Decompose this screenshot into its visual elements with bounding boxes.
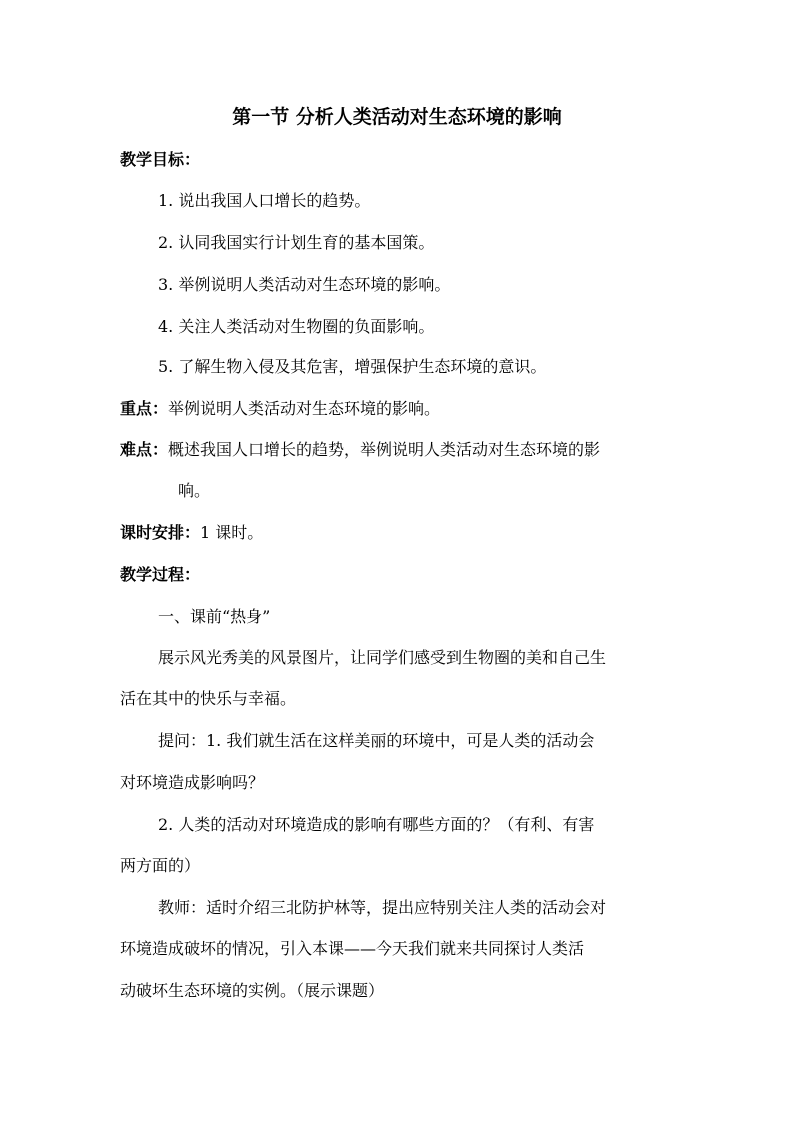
- key-point: [120, 399, 440, 419]
- paragraph-line: 2. 人类的活动对环境造成的影响有哪些方面的？（有利、有害: [158, 815, 595, 834]
- paragraph-line: 展示风光秀美的风景图片，让同学们感受到生物圈的美和自己生: [158, 648, 607, 667]
- objectives-heading: 教学目标：: [120, 150, 201, 169]
- page-title: 第一节 分析人类活动对生态环境的影响: [232, 106, 562, 128]
- schedule: [120, 523, 263, 543]
- objective-item: 4. 关注人类活动对生物圈的负面影响。: [158, 317, 435, 336]
- key-point-label: 重点：: [120, 399, 169, 418]
- process-heading: 教学过程：: [120, 565, 201, 584]
- key-point-text: 举例说明人类活动对生态环境的影响。: [168, 399, 441, 418]
- paragraph-line: 活在其中的快乐与幸福。: [120, 689, 297, 708]
- difficulty-text: 概述我国人口增长的趋势，举例说明人类活动对生态环境的影: [168, 440, 601, 459]
- objective-item: 2. 认同我国实行计划生育的基本国策。: [158, 233, 435, 252]
- schedule-label: 课时安排：: [120, 523, 201, 542]
- difficulty-text-continued: 响。: [178, 481, 211, 500]
- paragraph-line: 提问：1. 我们就生活在这样美丽的环境中，可是人类的活动会: [158, 731, 595, 750]
- paragraph-line: 对环境造成影响吗？: [120, 773, 265, 792]
- paragraph-line: 环境造成破坏的情况，引入本课——今天我们就来共同探讨人类活: [120, 939, 585, 958]
- objective-item: 3. 举例说明人类活动对生态环境的影响。: [158, 275, 451, 294]
- difficulty: [120, 440, 600, 460]
- objective-item: 1. 说出我国人口增长的趋势。: [158, 191, 371, 210]
- section-heading: 一、课前“热身”: [158, 607, 271, 626]
- difficulty-label: 难点：: [120, 440, 169, 459]
- paragraph-line: 教师：适时介绍三北防护林等，提出应特别关注人类的活动会对: [158, 898, 607, 917]
- paragraph-line: 两方面的）: [120, 856, 201, 875]
- objective-item: 5. 了解生物入侵及其危害，增强保护生态环境的意识。: [158, 357, 547, 376]
- paragraph-line: 动破坏生态环境的实例。（展示课题）: [120, 981, 385, 1000]
- schedule-text: 1 课时。: [200, 523, 264, 542]
